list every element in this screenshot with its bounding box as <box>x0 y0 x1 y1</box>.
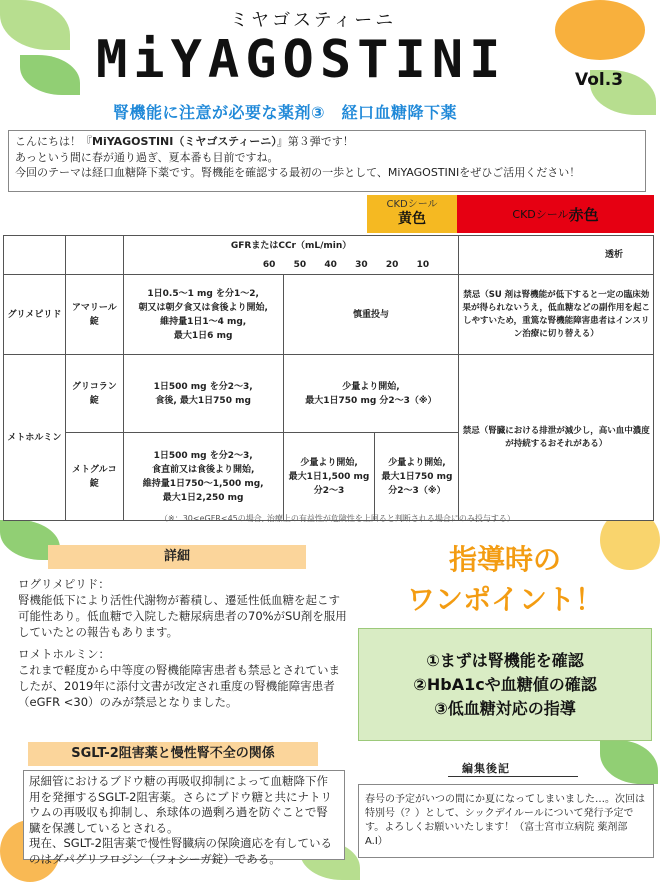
scale-tick: 10 <box>416 260 430 271</box>
kana-title: ミヤゴスティーニ <box>230 10 397 31</box>
glimepiride-drug: アマリール錠 <box>65 275 123 355</box>
detail-text <box>18 576 348 716</box>
leaf-decoration <box>20 55 80 95</box>
flower-decoration <box>555 0 645 60</box>
sglt2-body: 尿細管におけるブドウ糖の再吸収抑制によって血糖降下作用を発揮するSGLT-2阻害薬。さらにブドウ糖と共にナトリウムの再吸収も抑制し、糸球体の過剰ろ過を防ぐことで腎臓を保護しているとされる。 現在、SGLT-2阻害薬で慢性腎臓病の保険適応を有しているのはダパグリフロジン（フォシーガ錠）である。 <box>23 770 345 860</box>
gfr-scale <box>123 256 459 274</box>
header-blank <box>65 236 123 275</box>
intro-box <box>8 130 646 192</box>
dialysis-header: 透析 <box>459 236 654 275</box>
advice-point: ①まずは腎機能を確認 <box>426 651 584 670</box>
metformin-drug-2: メトグルコ錠 <box>65 433 123 521</box>
intro-line-1: こんにちは！『MiYAGOSTINI（ミヤゴスティーニ）』第３弾です！ <box>15 135 354 148</box>
advice-title: 指導時の ワンポイント！ <box>406 543 603 616</box>
metformin-body: これまで軽度から中等度の腎機能障害患者も禁忌とされていましたが、2019年に添付文書が改定され重度の腎機能障害患者（eGFR <30）のみが禁忌となりました。 <box>18 663 340 709</box>
metformin-dose-1: 1日500 mg を分2～3, 食後, 最大1日750 mg <box>123 355 283 433</box>
sglt2-title: SGLT-2阻害薬と慢性腎不全の関係 <box>28 742 318 766</box>
advice-point: ③低血糖対応の指導 <box>434 699 576 718</box>
advice-box <box>358 628 652 741</box>
metformin-heading: ロメトホルミン： <box>18 647 110 661</box>
logo-title: MiYAGOSTINI <box>96 30 507 90</box>
metformin-reduce-2b: 少量より開始, 最大1日750 mg 分2～3（※） <box>375 433 459 521</box>
advice-point: ②HbA1cや血糖値の確認 <box>413 675 597 694</box>
page-subtitle: 腎機能に注意が必要な薬剤③ 経口血糖降下薬 <box>113 103 458 122</box>
metformin-group: メトホルミン <box>4 355 66 521</box>
scale-tick: 50 <box>293 260 307 271</box>
intro-line-2: あっという間に春が通り過ぎ、夏本番も目前ですね。 <box>15 150 279 164</box>
scale-tick: 20 <box>385 260 399 271</box>
volume-label: Vol.3 <box>575 70 624 90</box>
detail-title: 詳細 <box>48 545 306 569</box>
ckd-yellow-label: CKDシール 黄色 <box>367 195 457 233</box>
metformin-drug-1: グリコラン錠 <box>65 355 123 433</box>
postscript-body: 春号の予定がいつの間にか夏になってしまいました…。次回は特別号（？）として、シックデイルールについて発行予定です。よろしくお願いいたします！（富士宮市立病院 薬剤部 A.I） <box>358 784 654 858</box>
leaf-decoration <box>0 0 70 50</box>
scale-tick: 40 <box>324 260 337 271</box>
ckd-red-label: CKDシール 赤色 <box>457 195 654 233</box>
glimepiride-group: グリメピリド <box>4 275 66 355</box>
dosing-table <box>3 235 654 521</box>
intro-line-3: 今回のテーマは経口血糖降下薬です。腎機能を確認する最初の一歩として、MiYAGOSTINIをぜひご活用ください！ <box>15 166 581 179</box>
header-blank <box>4 236 66 275</box>
scale-tick: 30 <box>355 260 368 271</box>
scale-tick: 60 <box>262 260 276 271</box>
postscript-title: 編集後記 <box>462 762 510 775</box>
gfr-header: GFRまたはCCr（mL/min） <box>123 236 459 257</box>
glimepiride-dose: 1日0.5～1 mg を分1～2, 朝又は朝夕食又は食後より開始, 維持量1日1～4 mg, 最大1日6 mg <box>123 275 283 355</box>
glimepiride-contra: 禁忌（SU 剤は腎機能が低下すると一定の臨床効果が得られないうえ，低血糖などの副作用を起こしやすいため，重篤な腎機能障害患者はインスリン治療に切り替える） <box>459 275 654 355</box>
metformin-dose-2: 1日500 mg を分2～3, 食直前又は食後より開始, 維持量1日750～1,500 mg, 最大1日2,250 mg <box>123 433 283 521</box>
metformin-contra: 禁忌（腎臓における排泄が減少し，高い血中濃度が持続するおそれがある） <box>459 355 654 521</box>
metformin-reduce-2a: 少量より開始, 最大1日1,500 mg 分2～3 <box>283 433 375 521</box>
glimepiride-heading: ログリメピリド： <box>18 577 110 591</box>
table-note: （※：30<eGFR<45の場合, 治療上の有益性が危険性を上回ると判断される場合にのみ投与する） <box>160 514 515 523</box>
metformin-reduce-1: 少量より開始, 最大1日750 mg 分2～3（※） <box>283 355 459 433</box>
glimepiride-body: 腎機能低下により活性代謝物が蓄積し、遷延性低血糖を起こす可能性あり。低血糖で入院した糖尿病患者の70%がSU剤を服用していたとの報告もあります。 <box>18 593 347 639</box>
leaf-decoration <box>600 740 658 784</box>
postscript-divider <box>448 776 578 777</box>
glimepiride-caution: 慎重投与 <box>283 275 459 355</box>
